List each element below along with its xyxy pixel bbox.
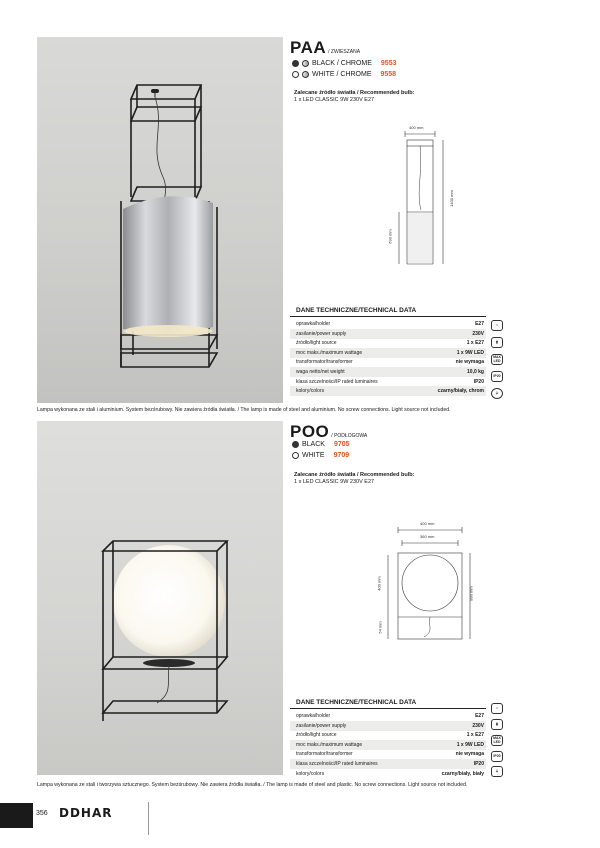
tech-label: kolory/colors — [296, 770, 325, 777]
black-swatch-icon — [292, 60, 299, 67]
tech-value: 230V — [472, 330, 484, 337]
product-title-paa: PAA / ZWIESZANA — [290, 38, 361, 57]
tech-data-heading: DANE TECHNICZNE/TECHNICAL DATA — [296, 699, 417, 706]
white-swatch-icon — [292, 71, 299, 78]
variant-row: WHITE / CHROME 9558 — [292, 71, 396, 78]
tech-value: nie wymaga — [455, 359, 484, 366]
holder-icon: ⌂ — [491, 320, 503, 331]
tech-data-heading: DANE TECHNICZNE/TECHNICAL DATA — [296, 307, 417, 314]
tech-row — [290, 759, 486, 769]
tech-row — [290, 329, 486, 339]
tech-value: czarny/biały, biały — [441, 770, 484, 777]
tech-row — [290, 357, 486, 367]
dimension-drawing-poo: 400 mm 360 mm 400 mm 54 mm 880 mm — [370, 525, 480, 645]
divider — [290, 316, 486, 317]
tech-row — [290, 721, 486, 731]
tech-value: 1 x E27 — [466, 732, 484, 739]
tech-label: waga netto/net weight — [296, 369, 345, 375]
black-swatch-icon — [292, 441, 299, 448]
tech-label: klasa szczelności/IP rated luminaires — [296, 378, 378, 385]
tech-row — [290, 769, 486, 779]
chrome-swatch-icon — [302, 60, 309, 67]
tech-label: transformator/transformer — [296, 359, 353, 366]
page-number: 356 — [36, 810, 48, 817]
dimension-drawing-paa: 400 mm 1400 mm 690 mm — [385, 122, 465, 272]
tech-value: 1 x E27 — [466, 340, 484, 347]
tech-value: IP20 — [473, 761, 484, 767]
tech-value: 10,0 kg — [467, 369, 484, 375]
tech-label: klasa szczelności/IP rated luminaires — [296, 761, 378, 767]
tech-label: zasilanie/power supply — [296, 722, 347, 729]
variant-row: BLACK / CHROME 9553 — [292, 60, 396, 67]
tech-row — [290, 730, 486, 740]
tech-row — [290, 740, 486, 750]
ip-rating-icon: IP20 — [491, 371, 503, 382]
ground-icon: ⏚ — [491, 388, 503, 399]
variant-row: BLACK 9705 — [292, 441, 350, 448]
ip-rating-icon: IP20 — [491, 751, 503, 762]
tech-value: E27 — [475, 321, 484, 327]
tech-value: 1 x 9W LED — [456, 741, 484, 748]
tech-value: czarny/biały, chrom — [437, 388, 484, 395]
tech-label: moc maks./maximum wattage — [296, 349, 363, 356]
tech-value: nie wymaga — [455, 751, 484, 758]
tech-label: kolory/colors — [296, 388, 325, 395]
product-photo-poo — [37, 421, 283, 775]
tech-value: IP20 — [473, 378, 484, 385]
recommended-bulb: Zalecane źródło światła / Recommended bulb: 1 x LED CLASSIC 9W 230V E27 — [294, 472, 415, 485]
chrome-swatch-icon — [302, 71, 309, 78]
tech-row — [290, 749, 486, 759]
tech-row — [290, 711, 486, 721]
tech-row — [290, 348, 486, 358]
tech-row — [290, 386, 486, 396]
tech-value: 230V — [472, 722, 484, 729]
tech-label: źródło/light source — [296, 340, 337, 347]
divider — [290, 708, 486, 709]
tech-value: 1 x 9W LED — [456, 349, 484, 356]
tech-label: oprawka/holder — [296, 321, 331, 327]
tech-row — [290, 319, 486, 329]
tech-label: moc maks./maximum wattage — [296, 741, 363, 748]
brand-logo: DDHAR — [59, 806, 113, 820]
tech-row — [290, 338, 486, 348]
ground-icon: ⏚ — [491, 766, 503, 777]
led-icon: MAX LED — [491, 354, 503, 365]
tech-value: E27 — [475, 713, 484, 719]
product-caption-poo: Lampa wykonana ze stali i tworzywa sztucznego. System bezśrubowy. Nie zawiera źródła światła. / The lamp is made of steel and plastic. No screw connections. Light source not included. — [37, 782, 468, 788]
recommended-bulb: Zalecane źródło światła / Recommended bulb: 1 x LED CLASSIC 9W 230V E27 — [294, 90, 415, 103]
tech-row — [290, 377, 486, 387]
divider — [148, 802, 149, 835]
plug-icon: ▮ — [491, 337, 503, 348]
white-swatch-icon — [292, 452, 299, 459]
plug-icon: ▮ — [491, 719, 503, 730]
tech-row — [290, 367, 486, 377]
tech-label: zasilanie/power supply — [296, 330, 347, 337]
page-marker — [0, 803, 33, 828]
variant-row: WHITE 9709 — [292, 452, 349, 459]
tech-label: źródło/light source — [296, 732, 337, 739]
product-title-poo: POO / PODŁOGOWA — [290, 422, 368, 441]
product-caption-paa: Lampa wykonana ze stali i aluminium. System bezśrubowy. Nie zawiera źródła światła. / The lamp is made of steel and aluminium. No screw connections. Light source not included. — [37, 407, 451, 413]
tech-label: transformator/transformer — [296, 751, 353, 758]
product-photo-paa — [37, 37, 283, 403]
led-icon: MAX LED — [491, 735, 503, 746]
tech-label: oprawka/holder — [296, 713, 331, 719]
holder-icon: ⌂ — [491, 703, 503, 714]
